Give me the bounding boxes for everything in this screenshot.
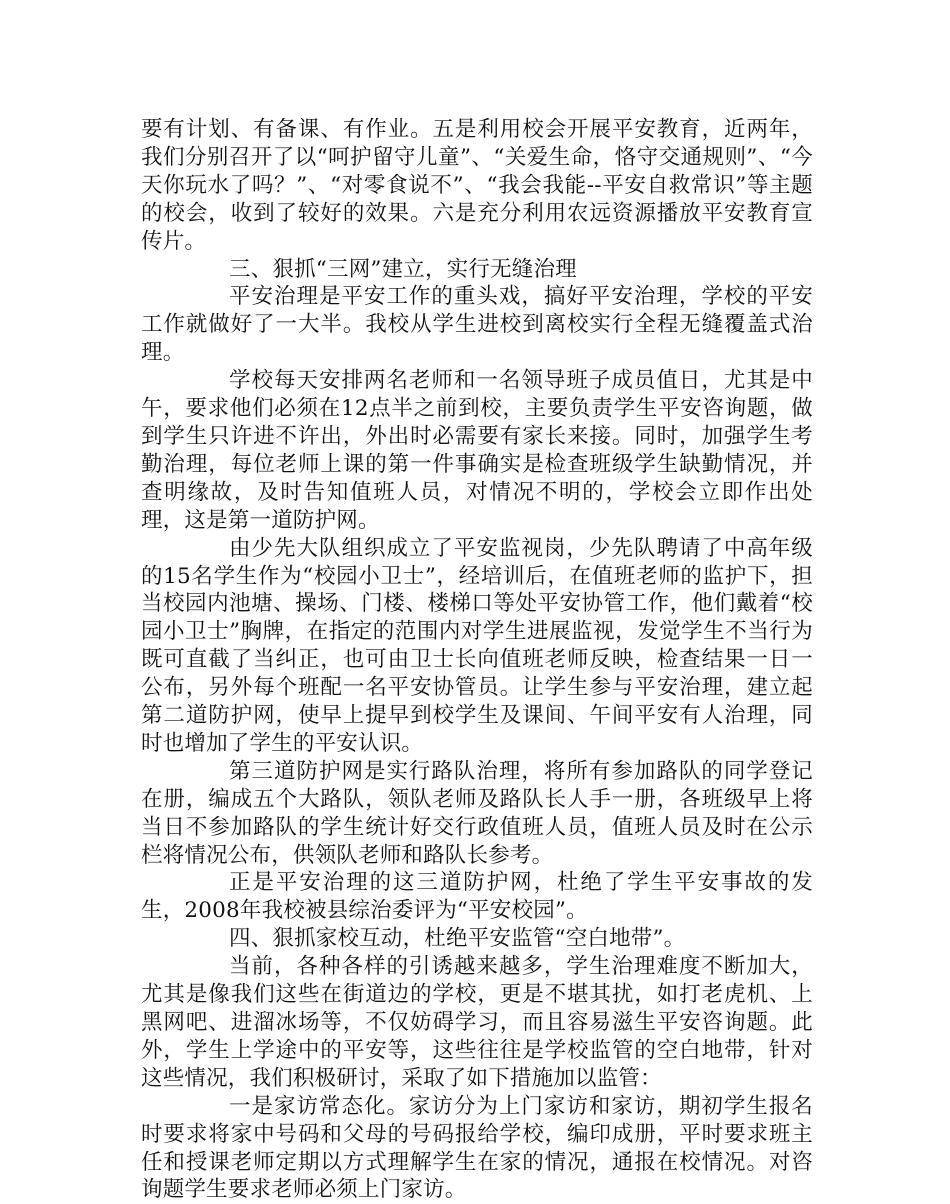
paragraph-10: 一是家访常态化。家访分为上门家访和家访，期初学生报名时要求将家中号码和父母的号码报给学校，编印成册，平时要求班主任和授课老师定期以方式理解学生在家的情况，通报在校情况。对咨询题学生要求老师必须上门家访。 — [141, 1093, 813, 1203]
section-heading-4: 四、狠抓家校互动，杜绝平安监管“空白地带”。 — [229, 926, 686, 952]
paragraph-7: 正是平安治理的这三道防护网，杜绝了学生平安事故的发生，2008年我校被县综治委评为“平安校园”。 — [141, 870, 813, 924]
paragraph-4: 学校每天安排两名老师和一名领导班子成员值日，尤其是中午，要求他们必须在12点半之前到校，主要负责学生平安咨询题，做到学生只许进不许出，外出时必需要有家长来接。同时，加强学生考勤治理，每位老师上课的第一件事确实是检查班级学生缺勤情况，并查明缘故，及时告知值班人员，对情况不明的，学校会立即作出处理，这是第一道防护网。 — [141, 368, 813, 533]
paragraph-6: 第三道防护网是实行路队治理，将所有参加路队的同学登记在册，编成五个大路队，领队老师及路队长人手一册，各班级早上将当日不参加路队的学生统计好交行政值班人员，值班人员及时在公示栏将情况公布，供领队老师和路队长参考。 — [141, 758, 813, 868]
document-body — [141, 116, 813, 1204]
section-heading-3: 三、狠抓“三网”建立，实行无缝治理 — [229, 256, 577, 282]
paragraph-9: 当前，各种各样的引诱越来越多，学生治理难度不断加大，尤其是像我们这些在街道边的学校，更是不堪其扰，如打老虎机、上黑网吧、进溜冰场等，不仅妨碍学习，而且容易滋生平安咨询题。此外，学生上学途中的平安等，这些往往是学校监管的空白地带，针对这些情况，我们积极研讨，采取了如下措施加以监管： — [141, 954, 813, 1091]
paragraph-5: 由少先大队组织成立了平安监视岗，少先队聘请了中高年级的15名学生作为“校园小卫士”，经培训后，在值班老师的监护下，担当校园内池塘、操场、门楼、楼梯口等处平安协管工作，他们戴着“校园小卫士”胸牌，在指定的范围内对学生进展监视，发觉学生不当行为既可直截了当纠正，也可由卫士长向值班老师反映，检查结果一日一公布，另外每个班配一名平安协管员。让学生参与平安治理，建立起第二道防护网，使早上提早到校学生及课间、午间平安有人治理，同时也增加了学生的平安认识。 — [141, 535, 813, 756]
paragraph-3: 平安治理是平安工作的重头戏，搞好平安治理，学校的平安工作就做好了一大半。我校从学生进校到离校实行全程无缝覆盖式治理。 — [141, 284, 813, 366]
paragraph-1: 要有计划、有备课、有作业。五是利用校会开展平安教育，近两年，我们分别召开了以“呵护留守儿童”、“关爱生命，恪守交通规则”、“今天你玩水了吗？”、“对零食说不”、“我会我能--平安自救常识”等主题的校会，收到了较好的效果。六是充分利用农远资源播放平安教育宣传片。 — [141, 117, 813, 254]
